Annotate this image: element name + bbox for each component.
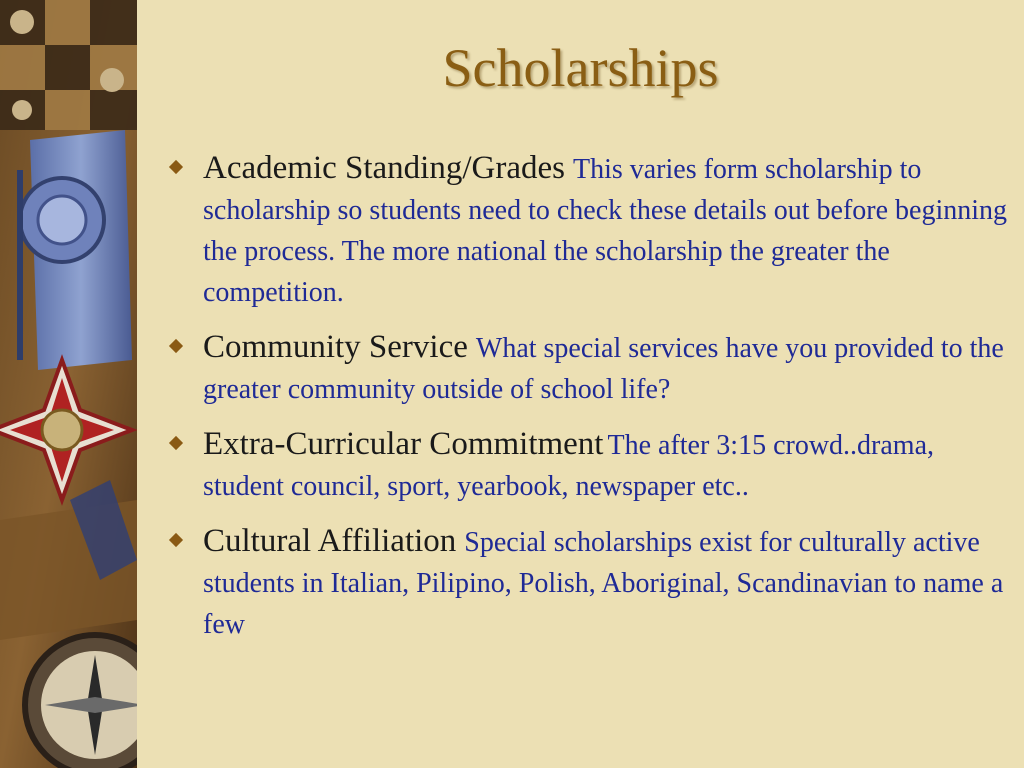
item-heading: Cultural Affiliation <box>203 523 457 559</box>
bullet-list <box>165 150 1015 661</box>
diamond-bullet-icon <box>169 339 183 353</box>
list-item <box>165 329 1015 412</box>
diamond-bullet-icon <box>169 160 183 174</box>
item-heading: Extra-Curricular Commitment <box>203 426 604 462</box>
diamond-bullet-icon <box>169 436 183 450</box>
item-detail: What special services have you provided to the greater community outside of school life? <box>203 333 1004 405</box>
medal-image <box>0 0 137 768</box>
item-heading: Academic Standing/Grades <box>203 150 565 186</box>
item-heading: Community Service <box>203 329 468 365</box>
list-item <box>165 426 1015 509</box>
slide-title: Scholarships <box>442 38 719 98</box>
item-detail: Special scholarships exist for culturally active students in Italian, Pilipino, Polish, Aboriginal, Scandinavian to name a few <box>203 527 1004 640</box>
list-item <box>165 150 1015 315</box>
decorative-medal-compass-image <box>0 0 137 768</box>
list-item <box>165 523 1015 647</box>
item-detail: This varies form scholarship to scholarship so students need to check these details out before beginning the process. The more national the scholarship the greater the competition. <box>203 154 1008 308</box>
item-detail: The after 3:15 crowd..drama, student council, sport, yearbook, newspaper etc.. <box>203 430 935 502</box>
diamond-bullet-icon <box>169 533 183 547</box>
